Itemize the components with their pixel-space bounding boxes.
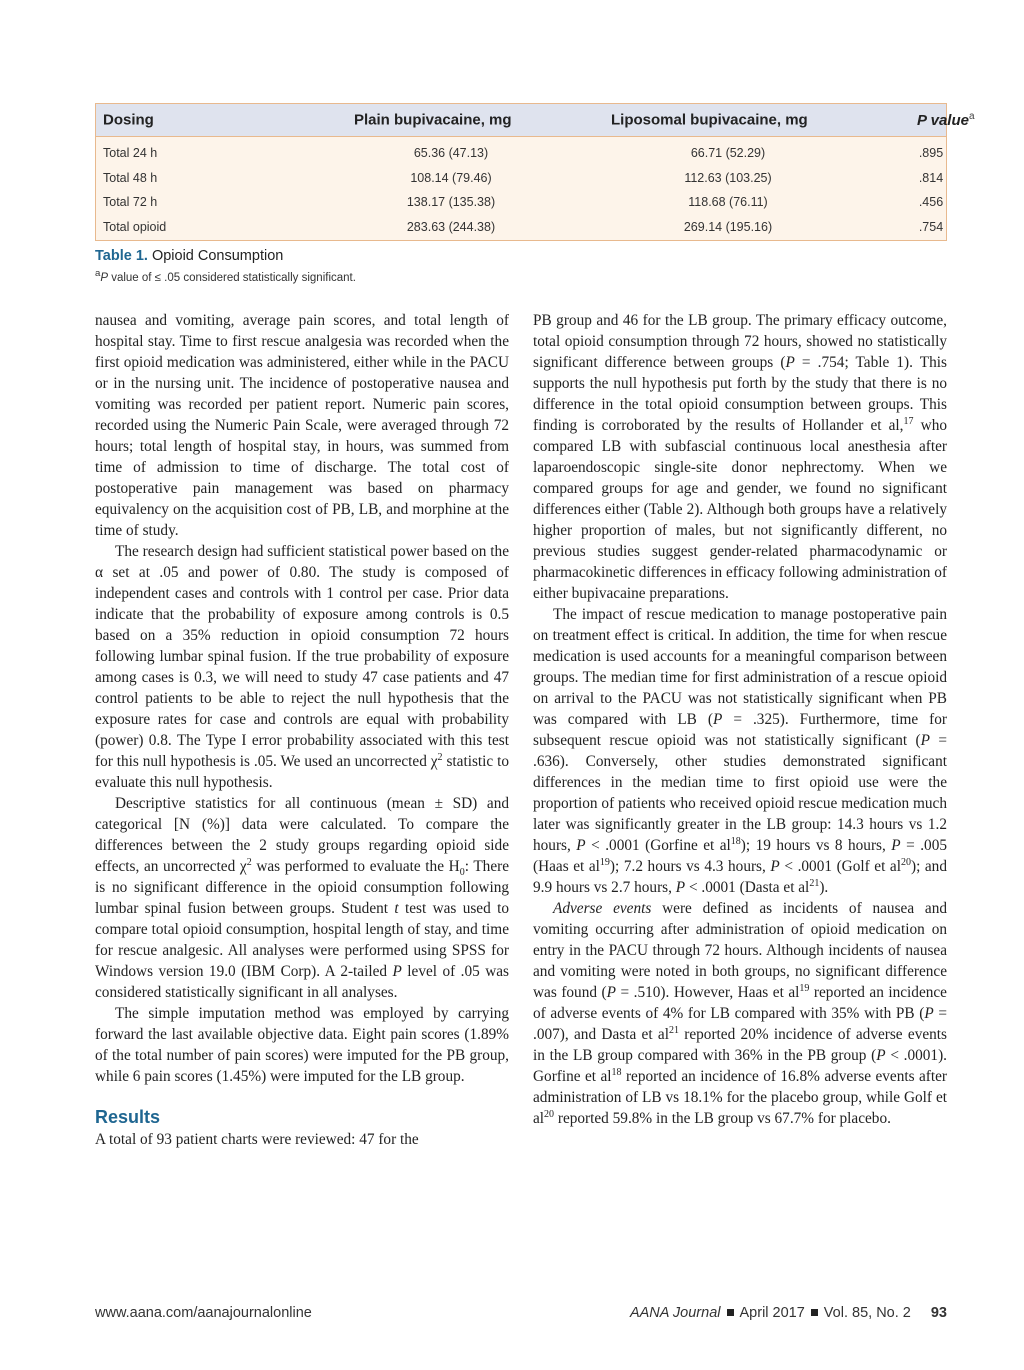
page-number: 93: [930, 1305, 947, 1321]
header-liposomal-bupivacaine: Liposomal bupivacaine, mg: [611, 111, 808, 129]
table-footnote: $^a$P value of ≤ .05 considered statistically significant.: [95, 268, 356, 284]
right-text-column: [533, 310, 947, 1129]
journal-name: AANA Journal: [629, 1305, 721, 1321]
table-header-row: [96, 104, 975, 137]
footer-url[interactable]: www.aana.com/aanajournalonline: [95, 1305, 312, 1321]
table-row: [96, 166, 946, 191]
header-plain-bupivacaine: Plain bupivacaine, mg: [354, 111, 512, 129]
table-row: [96, 215, 946, 240]
volume: Vol. 85, No. 2: [823, 1305, 911, 1321]
cell: .814: [918, 170, 944, 185]
paragraph: The simple imputation method was employed by carrying forward the last available objective data. Eight pain scores (1.89% of the total number of pain scores) were imputed for the PB group, while 6 pain scores (1.45%) were imputed for the LB group.: [95, 1005, 509, 1085]
cell: 112.63 (103.25): [684, 170, 772, 185]
cell: 118.68 (76.11): [688, 195, 768, 210]
paragraph: PB group and 46 for the LB group. The primary efficacy outcome, total opioid consumption through 72 hours, showed no statistically significant difference between groups (P = .754; Table 1). This supports the null hypothesis put forth by the study that there is no difference in the total opioid consumption between groups. This finding is corroborated by the results of Hollander et al,$^{17}$ who compared LB with subfascial continuous local anesthesia after laparoendoscopic single-site donor nephrectomy. When we compared groups for age and gender, we found no significant differences either (Table 2). Although both groups have a relatively higher proportion of males, but not significantly different, no previous studies suggest gender-related pharmacodynamic or pharmacokinetic differences in efficacy following administration of either bupivacaine preparations.: [533, 312, 948, 602]
square-bullet-icon: [727, 1309, 734, 1316]
paragraph: Descriptive statistics for all continuous (mean ± SD) and categorical [N (%)] data were calculated. To compare the differences between the 2 study groups regarding opioid side effects, an uncorrected $\chi^2$ was performed to evaluate the $H_0$: There is no significant difference in the opioid consumption following lumbar spinal fusion between groups. Student t test was used to compare total opioid consumption, hospital length of stay, and time for rescue analgesic. All analyses were performed using SPSS for Windows version 19.0 (IBM Corp). A 2-tailed P level of .05 was considered statistically significant in all analyses.: [95, 795, 509, 1001]
cell: .754: [918, 219, 944, 234]
cell: 65.36 (47.13): [413, 146, 489, 161]
cell: 108.14 (79.46): [410, 170, 492, 185]
cell: .456: [918, 195, 944, 210]
table-caption: Table 1. Opioid Consumption: [95, 248, 284, 264]
opioid-consumption-table: [95, 103, 975, 241]
header-p-value: P value$^a$: [917, 111, 975, 129]
header-dosing: Dosing: [103, 111, 154, 129]
cell: 269.14 (195.16): [683, 219, 773, 234]
left-text-column: [95, 310, 509, 1150]
cell: Total opioid: [103, 219, 167, 234]
footer-journal-info: [630, 1305, 947, 1321]
cell: .895: [918, 146, 944, 161]
cell: 283.63 (244.38): [406, 219, 496, 234]
paragraph: The research design had sufficient statistical power based on the α set at .05 and power of 0.80. The study is composed of independent cases and controls with 1 control per case. Prior data indicate that the probability of exposure among controls is 0.5 based on a 35% reduction in opioid consumption 72 hours following lumbar spinal fusion. If the true probability of exposure among cases is 0.3, we will need to study 47 case patients and 47 control patients to be able to reject the null hypothesis that the exposure rates for case and controls are equal with probability (power) 0.8. The Type I error probability associated with this test for this null hypothesis is .05. We used an uncorrected $\chi^2$ statistic to evaluate this null hypothesis.: [95, 543, 509, 791]
issue-date: April 2017: [739, 1305, 805, 1321]
paragraph: A total of 93 patient charts were reviewed: 47 for the: [95, 1131, 419, 1148]
cell: Total 48 h: [103, 170, 158, 185]
paragraph: Adverse events were defined as incidents of nausea and vomiting occurring after administration of opioid medication on entry in the PACU through 72 hours. Although incidents of nausea and vomiting were noted in both groups, no significant difference was found (P = .510). However, Haas et $al^{19}$ reported an incidence of adverse events of 4% for LB compared with 35% with PB (P = .007), and Dasta et $al^{21}$ reported 20% incidence of adverse events in the LB group compared with 36% in the PB group (P < .0001). Gorfine et $al^{18}$ reported an incidence of 16.8% adverse events after administration of LB vs 18.1% for the placebo group, while Golf et $al^{20}$ reported 59.8% in the LB group vs 67.7% for placebo.: [533, 900, 948, 1127]
results-heading: Results: [95, 1107, 161, 1127]
cell: 66.71 (52.29): [690, 146, 766, 161]
table-row: [96, 141, 946, 166]
square-bullet-icon: [811, 1309, 818, 1316]
cell: 138.17 (135.38): [406, 195, 496, 210]
table-row: [96, 190, 946, 215]
paragraph: nausea and vomiting, average pain scores, and total length of hospital stay. Time to first rescue analgesia was recorded when the first opioid medication was administered, either while in the PACU or in the nursing unit. The incidence of postoperative nausea and vomiting was recorded per patient report. Numeric pain scores, recorded using the Numeric Pain Scale, were averaged through 72 hours; total length of hospital stay, in hours, was summed from time of admission to time of discharge. The total cost of postoperative pain management was based on pharmacy equivalency on the acquisition cost of PB, LB, and morphine at the time of study.: [95, 312, 509, 539]
cell: Total 24 h: [103, 146, 158, 161]
paragraph: The impact of rescue medication to manage postoperative pain on treatment effect is critical. In addition, the time for when rescue medication is used accounts for a meaningful comparison between groups. The median time for first administration of a rescue opioid on arrival to the PACU was not statistically significant when PB was compared with LB (P = .325). Furthermore, time for subsequent rescue opioid was not statistically significant (P = .636). Conversely, other studies demonstrated significant differences in the median time to first opioid use were the proportion of patients who received opioid rescue medication much later was significantly greater in the LB group: 14.3 hours vs 1.2 hours, P < .0001 (Gorfine et $al^{18}$); 19 hours vs 8 hours, P = .005 (Haas et $al^{19}$); 7.2 hours vs 4.3 hours, P < .0001 (Golf et $al^{20}$); and 9.9 hours vs 2.7 hours, P < .0001 (Dasta et $al^{21}$).: [533, 606, 948, 896]
table-body: [96, 137, 946, 239]
cell: Total 72 h: [103, 195, 158, 210]
